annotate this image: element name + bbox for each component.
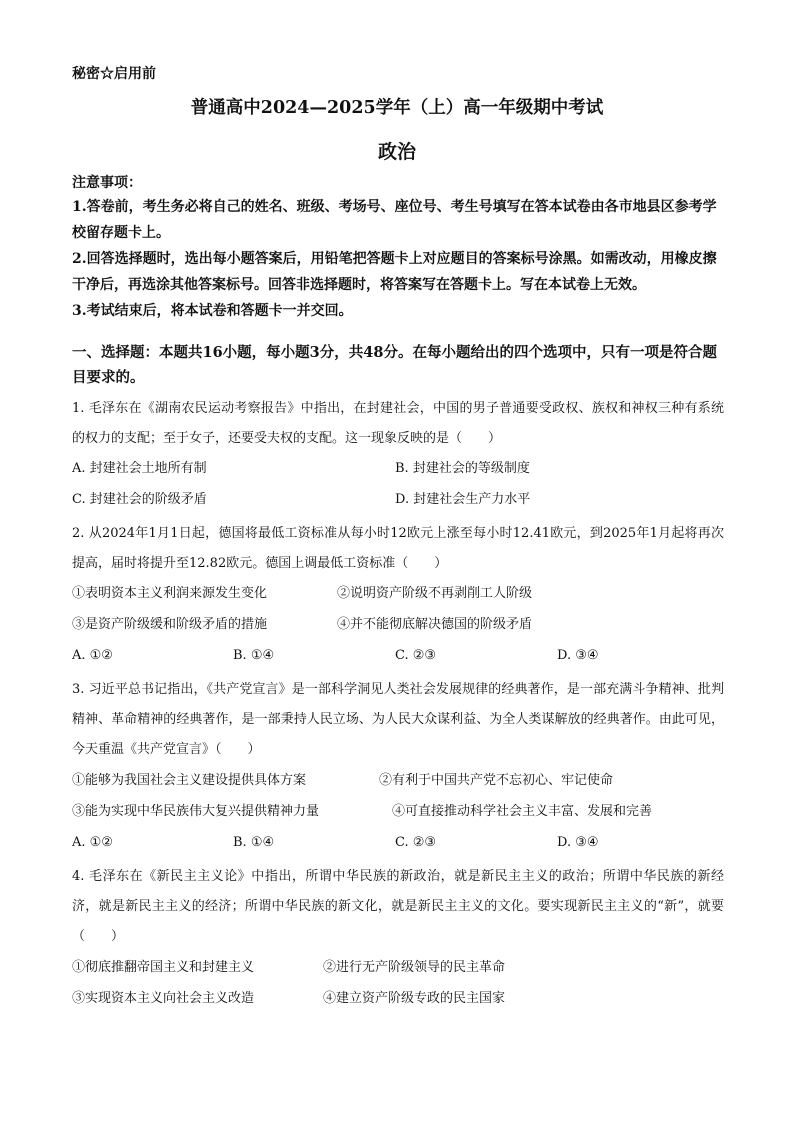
question-1-choices-row-2: [72, 490, 724, 510]
q3-statement-2: ②有利于中国共产党不忘初心、牢记使命: [379, 773, 614, 788]
notes-list: [72, 194, 724, 324]
question-2-statements-row-2: [72, 615, 724, 635]
exam-title: 普通高中2024—2025学年（上）高一年级期中考试: [190, 98, 604, 118]
question-3-statements-row-1: [72, 771, 724, 791]
q2-statement-4: ④并不能彻底解决德国的阶级矛盾: [337, 617, 533, 632]
q3-choice-b: B. ①④: [233, 835, 275, 850]
question-3-stem: 3. 习近平总书记指出，《共产党宣言》是一部科学洞见人类社会发展规律的经典著作，是一部充满斗争精神、批判精神、革命精神的经典著作，是一部秉持人民立场、为人民大众谋利益、为全人类谋解放的经典著作。由此可见，今天重温《共产党宣言》（ ）: [72, 682, 724, 757]
question-4-statements-row-2: [72, 989, 724, 1009]
question-2-choices: [72, 646, 724, 666]
question-3-choices: [72, 833, 724, 853]
q2-statement-3: ③是资产阶级缓和阶级矛盾的措施: [72, 617, 268, 632]
question-1-stem: 1. 毛泽东在《湖南农民运动考察报告》中指出，在封建社会，中国的男子普通要受政权、族权和神权三种有系统的权力的支配；至于女子，还要受夫权的支配。这一现象反映的是（ ）: [72, 401, 724, 446]
q1-choice-c: C. 封建社会的阶级矛盾: [72, 492, 207, 507]
q1-choice-d: D. 封建社会生产力水平: [395, 492, 531, 507]
q3-choice-a: A. ①②: [72, 835, 113, 850]
q4-statement-1: ①彻底推翻帝国主义和封建主义: [72, 960, 255, 975]
note-item-3: 3.考试结束后，将本试卷和答题卡一并交回。: [72, 303, 353, 319]
question-2-stem: 2. 从2024年1月1日起，德国将最低工资标准从每小时12欧元上涨至每小时12.41欧元，到2025年1月起将再次提高，届时将提升至12.82欧元。德国上调最低工资标准（ ）: [72, 526, 724, 571]
question-1-choices-row-1: [72, 459, 724, 479]
q3-statement-3: ③能为实现中华民族伟大复兴提供精神力量: [72, 804, 320, 819]
q2-choice-c: C. ②③: [395, 648, 437, 663]
question-3-statements-row-2: [72, 802, 724, 822]
q2-choice-d: D. ③④: [557, 648, 599, 663]
question-2-statements-row-1: [72, 584, 724, 604]
q2-statement-1: ①表明资本主义利润来源发生变化: [72, 586, 268, 601]
q2-statement-2: ②说明资产阶级不再剥削工人阶级: [337, 586, 533, 601]
q3-statement-4: ④可直接推动科学社会主义丰富、发展和完善: [392, 804, 653, 819]
q1-choice-a: A. 封建社会土地所有制: [72, 461, 207, 476]
q3-choice-d: D. ③④: [557, 835, 599, 850]
q4-statement-2: ②进行无产阶级领导的民主革命: [323, 960, 506, 975]
q4-statement-3: ③实现资本主义向社会主义改造: [72, 991, 255, 1006]
q4-statement-4: ④建立资产阶级专政的民主国家: [323, 991, 506, 1006]
subject-title: 政治: [377, 141, 416, 163]
note-item-2: 2.回答选择题时，选出每小题答案后，用铅笔把答题卡上对应题目的答案标号涂黑。如需改动，用橡皮擦干净后，再选涂其他答案标号。回答非选择题时，将答案写在答题卡上。写在本试卷上无效。: [72, 251, 717, 293]
confidential-mark: 秘密☆启用前: [72, 66, 156, 82]
section-heading: 一、选择题：本题共16小题，每小题3分，共48分。在每小题给出的四个选项中，只有一项是符合题目要求的。: [72, 344, 717, 386]
q1-choice-b: B. 封建社会的等级制度: [395, 461, 530, 476]
q2-choice-a: A. ①②: [72, 648, 113, 663]
question-4-stem: 4. 毛泽东在《新民主主义论》中指出，所谓中华民族的新政治，就是新民主主义的政治；所谓中华民族的新经济，就是新民主主义的经济；所谓中华民族的新文化，就是新民主主义的文化。要实现新民主主义的“新”，就要（ ）: [72, 869, 724, 944]
notes-label: 注意事项：: [72, 175, 142, 191]
q3-choice-c: C. ②③: [395, 835, 437, 850]
note-item-1: 1.答卷前，考生务必将自己的姓名、班级、考场号、座位号、考生号填写在答本试卷由各市地县区参考学校留存题卡上。: [72, 199, 717, 241]
q3-statement-1: ①能够为我国社会主义建设提供具体方案: [72, 773, 307, 788]
q2-choice-b: B. ①④: [233, 648, 275, 663]
question-4-statements-row-1: [72, 958, 724, 978]
